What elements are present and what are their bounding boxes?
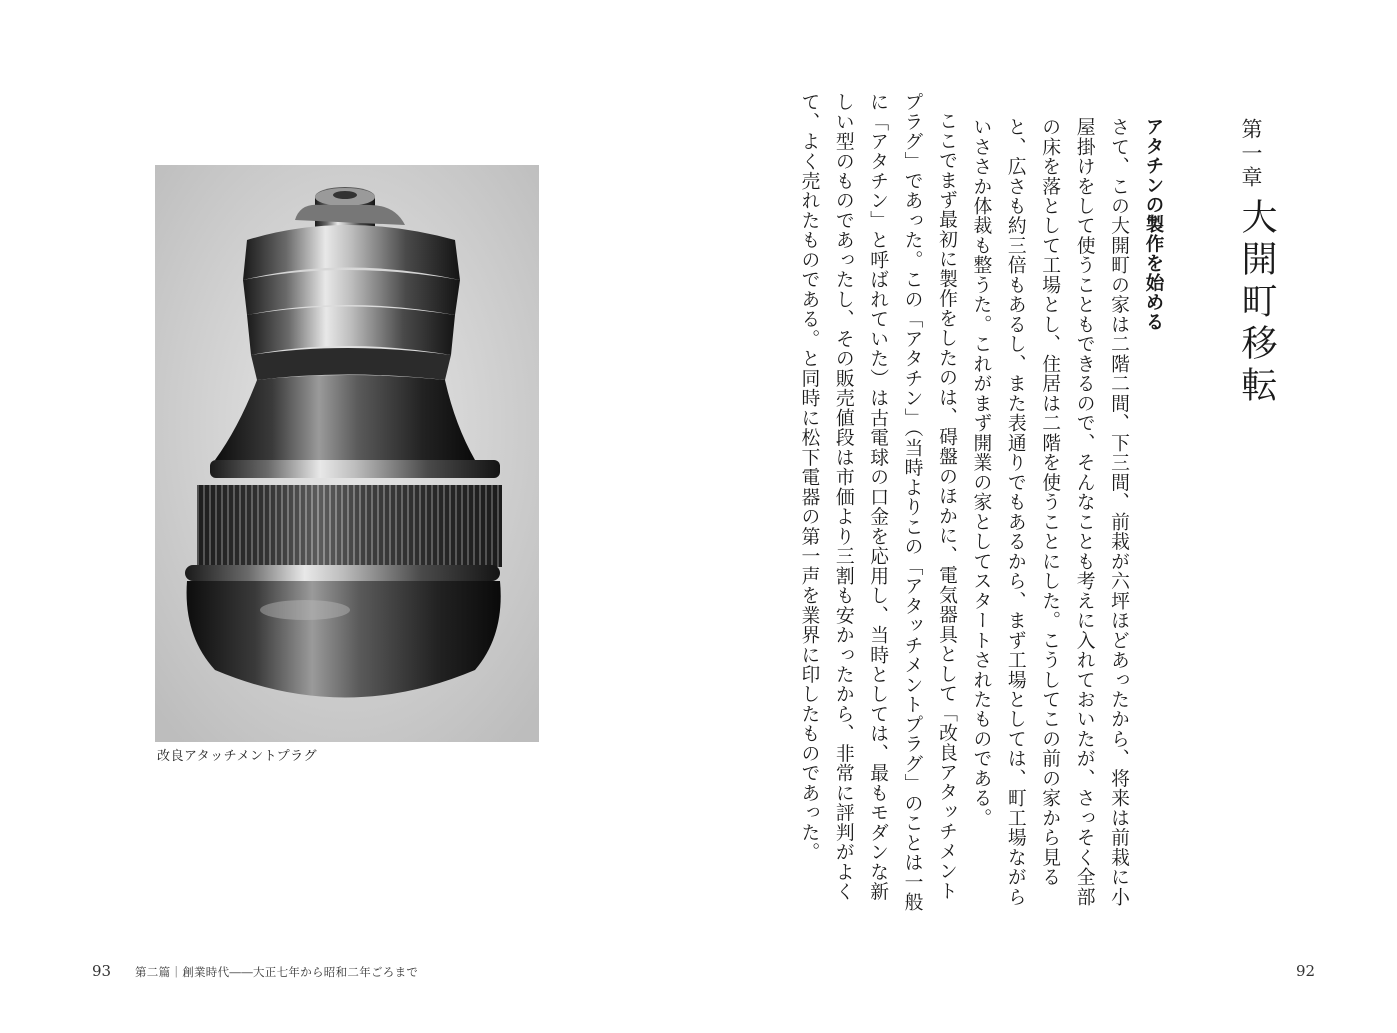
section-title: アタチンの製作を始める bbox=[1143, 117, 1164, 332]
running-head: 第二篇｜創業時代――大正七年から昭和二年ごろまで bbox=[135, 965, 419, 979]
photo-caption: 改良アタッチメントプラグ bbox=[157, 749, 318, 764]
page-number-right: 92 bbox=[1296, 962, 1316, 980]
paragraph-2: ここでまず最初に製作をしたのは、碍盤のほかに、電気器具として「改良アタッチメントプラグ」であった。この「アタチン」（当時よりこの「アタッチメントプラグ」のことは一般に「アタチン」と呼ばれていた）は古電球の口金を応用し、当時としては、最もモダンな新しい型のものであったし、その販売値段は市価より三割も安かったから、非常に評判がよくて、よく売れたものである。と同時に松下電器の第一声を業界に印したものであった。 bbox=[798, 92, 957, 912]
plug-illustration bbox=[155, 165, 539, 742]
chapter-title: 大開町移転 bbox=[1236, 198, 1277, 408]
chapter-label: 第一章 bbox=[1239, 118, 1263, 190]
attachment-plug-photo[interactable] bbox=[155, 165, 539, 742]
paragraph-1: さて、この大開町の家は二階二間、下三間、前栽が六坪ほどあったから、将来は前栽に小屋掛けをして使うこともできるので、そんなことも考えに入れておいたが、さっそく全部の床を落として工場とし、住居は二階を使うことにした。こうしてこの前の家から見ると、広さも約三倍もあるし、また表通りでもあるから、まず工場としては、町工場ながらいささか体裁も整うた。これがまず開業の家としてスタートされたものである。 bbox=[970, 117, 1129, 907]
page-number-left: 93 bbox=[92, 962, 112, 980]
body-text[interactable] bbox=[791, 92, 1135, 912]
